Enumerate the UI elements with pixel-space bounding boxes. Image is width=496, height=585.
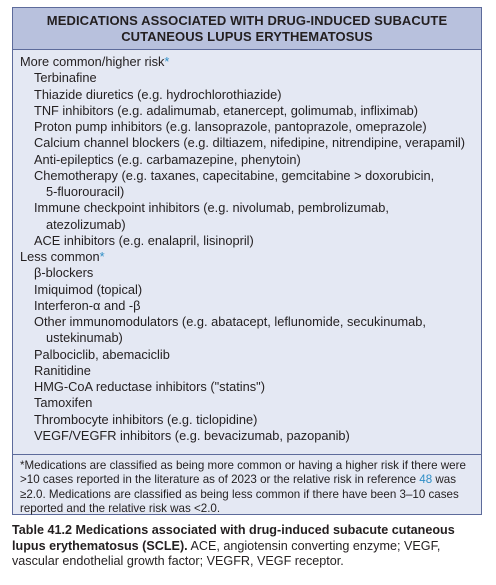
medication-table	[12, 7, 482, 515]
medication-item	[20, 87, 481, 103]
medication-item	[20, 282, 481, 298]
medication-item	[20, 103, 481, 119]
more-common-list	[20, 70, 481, 249]
footnote-text-part2: was ≥2.0. Medications are classified as being less common if there have been 3–10 cases reported and the relative risk was <2.0.	[20, 473, 459, 516]
medication-item	[20, 363, 481, 379]
medication-item-text: HMG-CoA reductase inhibitors ("statins")	[34, 379, 265, 394]
section-heading-more-common	[20, 54, 481, 70]
medication-item	[20, 233, 481, 249]
medication-item-continuation: 5-fluorouracil)	[46, 184, 125, 199]
medication-item-continuation: atezolizumab)	[46, 216, 126, 232]
medication-item	[20, 200, 481, 233]
medication-item	[20, 119, 481, 135]
section-heading-label: Less common	[20, 249, 100, 264]
medication-item	[20, 314, 481, 347]
medication-item-text: Interferon-α and -β	[34, 297, 141, 313]
medication-item	[20, 168, 481, 201]
medication-item-text: Chemotherapy (e.g. taxanes, capecitabine, gemcitabine > doxorubicin,	[34, 167, 435, 183]
less-common-list	[20, 265, 481, 444]
medication-item	[20, 70, 481, 86]
footnote-marker: *	[99, 249, 105, 264]
medication-item-text: Imiquimod (topical)	[34, 281, 143, 297]
section-heading-less-common	[20, 249, 481, 265]
table-footnote	[13, 454, 481, 517]
medication-item	[20, 135, 481, 151]
section-heading-label: More common/higher risk	[20, 54, 165, 69]
medication-item-text: Other immunomodulators (e.g. abatacept, leflunomide, secukinumab,	[34, 314, 426, 329]
medication-item-text: β-blockers	[34, 265, 94, 281]
medication-item	[20, 412, 481, 428]
medication-item-continuation: ustekinumab)	[46, 330, 123, 346]
medication-item-text: Thiazide diuretics (e.g. hydrochlorothiazide)	[34, 86, 282, 102]
caption-text: ACE, angiotensin converting enzyme; VEGF, vascular endothelial growth factor; VEGFR, VEGF receptor.	[12, 538, 441, 569]
medication-item-text: Immune checkpoint inhibitors (e.g. nivolumab, pembrolizumab,	[34, 200, 389, 216]
medication-item-text: Thrombocyte inhibitors (e.g. ticlopidine)	[34, 411, 258, 427]
table-body	[13, 50, 481, 444]
medication-item-text: Tamoxifen	[34, 395, 93, 411]
medication-item	[20, 379, 481, 395]
footnote-text-part1: *Medications are classified as being more common or having a higher risk if there were >10 cases reported in the literature as of 2023 or the relative risk in reference	[20, 459, 466, 487]
reference-link[interactable]: 48	[419, 473, 433, 487]
medication-item	[20, 395, 481, 411]
medication-item-text: ACE inhibitors (e.g. enalapril, lisinopril)	[34, 232, 254, 248]
medication-item-text: Proton pump inhibitors (e.g. lansoprazole, pantoprazole, omeprazole)	[34, 119, 427, 134]
medication-item	[20, 428, 481, 444]
medication-item-text: Terbinafine	[34, 70, 97, 86]
medication-item-text: VEGF/VEGFR inhibitors (e.g. bevacizumab, pazopanib)	[34, 427, 350, 443]
medication-item-text: Ranitidine	[34, 362, 91, 378]
table-header	[13, 8, 481, 50]
medication-item	[20, 152, 481, 168]
medication-item-text: Palbociclib, abemaciclib	[34, 346, 170, 362]
caption-title: Table 41.2 Medications associated with drug-induced subacute cutaneous lupus erythematosus (SCLE).	[12, 523, 455, 553]
medication-item-text: Calcium channel blockers (e.g. diltiazem, nifedipine, nitrendipine, verapamil)	[34, 135, 466, 151]
medication-item	[20, 347, 481, 363]
medication-item	[20, 265, 481, 281]
medication-item-text: Anti-epileptics (e.g. carbamazepine, phenytoin)	[34, 151, 301, 167]
table-caption	[12, 523, 484, 570]
footnote-marker: *	[164, 54, 170, 69]
table-title: MEDICATIONS ASSOCIATED WITH DRUG-INDUCED SUBACUTE CUTANEOUS LUPUS ERYTHEMATOSUS	[46, 12, 448, 44]
medication-item-text: TNF inhibitors (e.g. adalimumab, etanercept, golimumab, infliximab)	[34, 102, 419, 118]
medication-item	[20, 298, 481, 314]
